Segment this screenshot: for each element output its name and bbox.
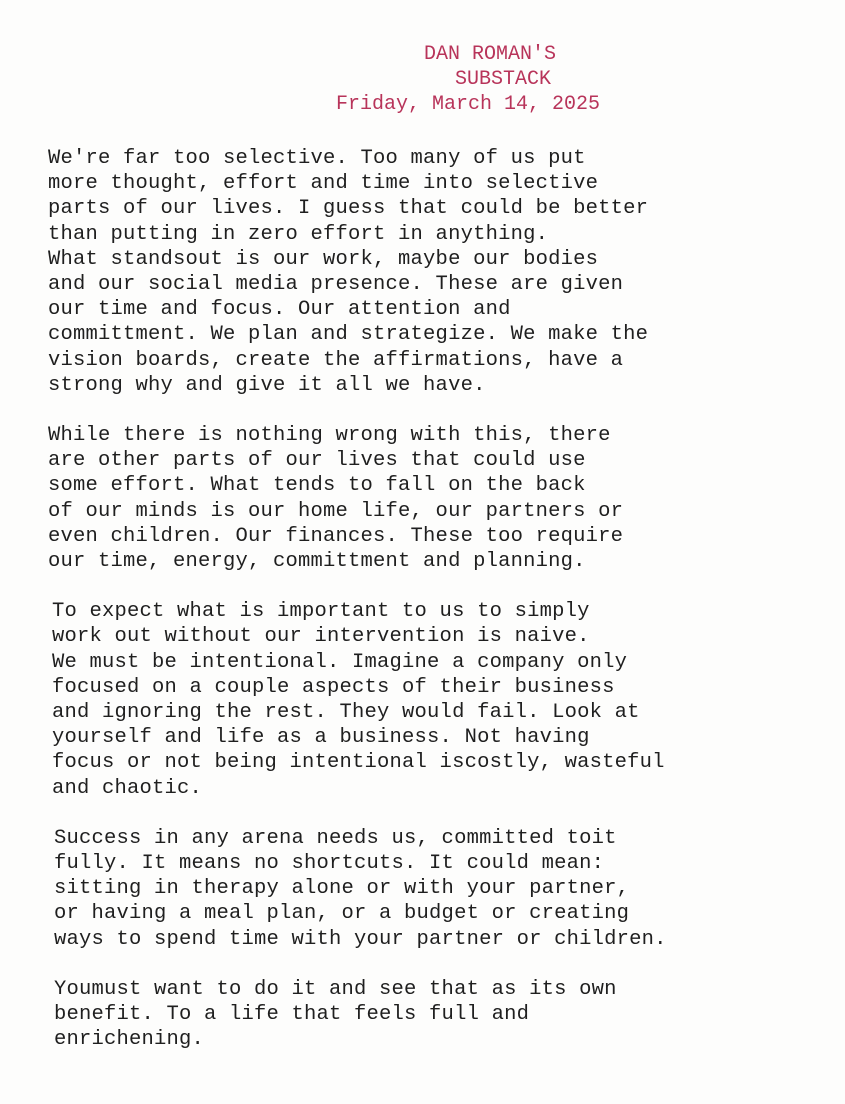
text-line: than putting in zero effort in anything. <box>48 222 549 246</box>
text-line: parts of our lives. I guess that could be better <box>48 197 649 221</box>
text-line: and ignoring the rest. They would fail. Look at <box>52 701 640 725</box>
text-line: fully. It means no shortcuts. It could mean: <box>54 852 605 876</box>
text-line: yourself and life as a business. Not having <box>52 726 590 750</box>
text-line: benefit. To a life that feels full and <box>54 1003 530 1027</box>
text-line: While there is nothing wrong with this, there <box>48 424 611 448</box>
text-line: focused on a couple aspects of their business <box>52 675 615 699</box>
text-line: ways to spend time with your partner or children. <box>54 927 667 951</box>
text-line: committment. We plan and strategize. We make the <box>48 323 649 347</box>
text-line: of our minds is our home life, our partners or <box>48 499 624 523</box>
text-line: and our social media presence. These are given <box>48 273 624 297</box>
text-line: our time and focus. Our attention and <box>48 298 511 322</box>
text-line: To expect what is important to us to simply <box>52 600 590 624</box>
text-line: focus or not being intentional iscostly, wasteful <box>52 751 665 775</box>
publication-heading: SUBSTACK <box>455 68 552 91</box>
letter-body <box>48 146 828 1078</box>
paragraph-1 <box>48 146 828 398</box>
text-line: We must be intentional. Imagine a company only <box>52 650 628 674</box>
paragraph-3 <box>48 599 828 801</box>
text-line: We're far too selective. Too many of us put <box>48 147 586 170</box>
text-line: Youmust want to do it and see that as its own <box>54 977 617 1001</box>
paragraph-4 <box>48 826 828 952</box>
text-line: more thought, effort and time into selective <box>48 172 599 196</box>
text-line: vision boards, create the affirmations, have a <box>48 348 624 372</box>
text-line: are other parts of our lives that could use <box>48 449 586 473</box>
text-line: strong why and give it all we have. <box>48 373 486 397</box>
text-line: What standsout is our work, maybe our bodies <box>48 247 599 271</box>
text-line: our time, energy, committment and planning. <box>48 550 586 574</box>
paragraph-2 <box>48 423 828 574</box>
paragraph-5 <box>48 977 828 1053</box>
text-line: Success in any arena needs us, committed toit <box>54 826 617 850</box>
date-heading: Friday, March 14, 2025 <box>336 93 601 116</box>
text-line: sitting in therapy alone or with your partner, <box>54 877 630 901</box>
masthead <box>330 42 670 117</box>
text-line: some effort. What tends to fall on the back <box>48 474 586 498</box>
text-line: work out without our intervention is naive. <box>52 625 590 649</box>
text-line: enrichening. <box>54 1028 205 1052</box>
text-line: and chaotic. <box>52 776 203 800</box>
author-heading: DAN ROMAN'S <box>424 43 557 66</box>
text-line: even children. Our finances. These too require <box>48 524 624 548</box>
text-line: or having a meal plan, or a budget or creating <box>54 902 630 926</box>
